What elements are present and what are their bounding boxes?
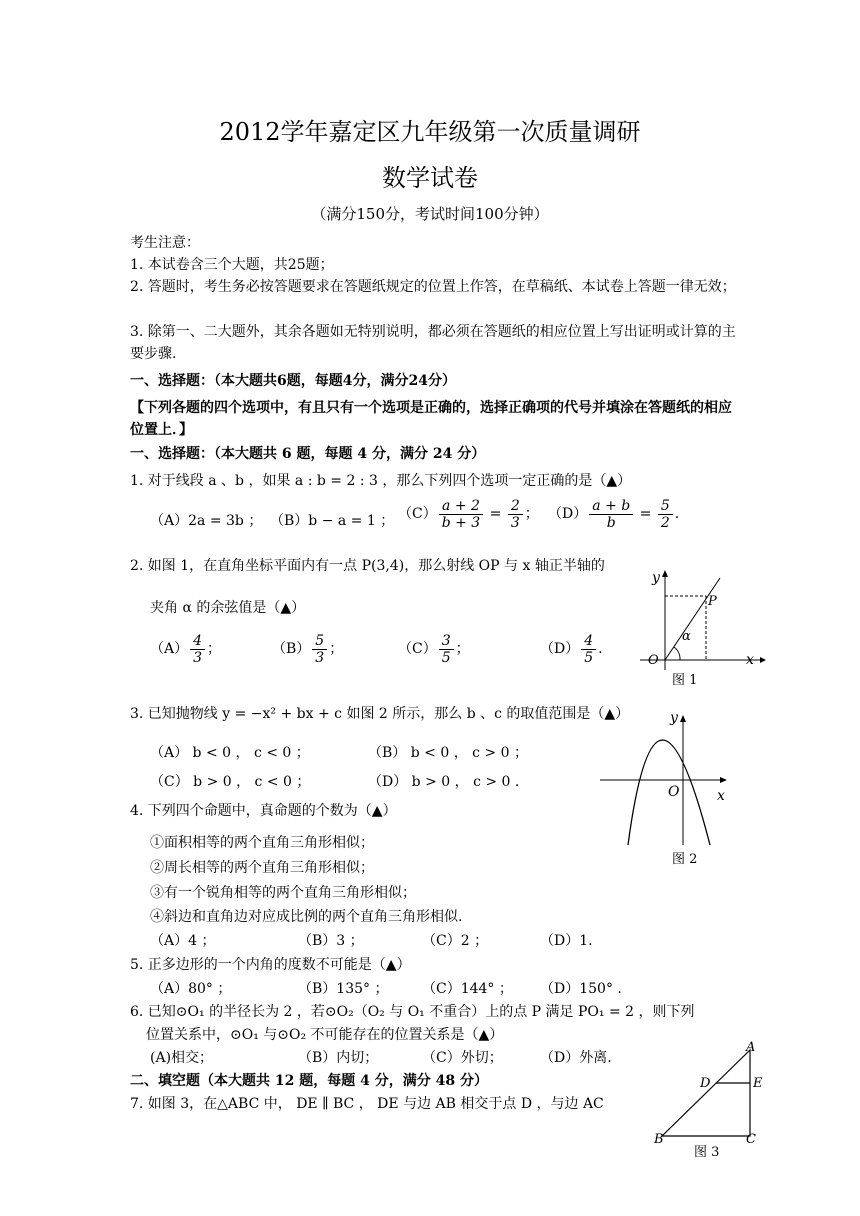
fig3-triangle-abc — [662, 1050, 750, 1136]
fig3-a-label: A — [746, 1040, 756, 1055]
q1-c-sep: ； — [524, 506, 539, 523]
fig3-e-label: E — [753, 1076, 763, 1091]
q2-d-frac — [581, 633, 596, 666]
q2-c-num: 3 — [439, 633, 454, 650]
fig1-angle-arc — [674, 647, 680, 660]
q6-option-c: （C）外切； — [422, 1050, 503, 1066]
fig2-o-label: O — [668, 784, 680, 800]
q6-option-d: （D）外离. — [540, 1050, 612, 1066]
fig2-caption: 图 2 — [672, 852, 698, 867]
q7-stem: 7. 如图 3，在△ABC 中， DE ∥ BC ， DE 与边 AB 相交于点 D ，与边 AC — [130, 1096, 604, 1112]
q1-d-numerator: a + b — [589, 498, 633, 515]
notice-heading: 考生注意： — [130, 235, 200, 251]
q5-option-a: （A）80° ； — [150, 981, 232, 997]
fig3-b-label: B — [654, 1132, 664, 1147]
page-title: 2012学年嘉定区九年级第一次质量调研 — [219, 118, 641, 146]
q1-c-fraction — [439, 498, 484, 531]
q1-c-rhs-den: 3 — [510, 515, 520, 532]
q1-option-a: （A）2a = 3b ； — [150, 513, 263, 529]
q4-stem: 4. 下列四个命题中，真命题的个数为（▲） — [130, 803, 397, 819]
q5-option-d: （D）150° . — [540, 981, 622, 997]
fig2-x-arrow — [720, 777, 727, 783]
fig1-caption: 图 1 — [672, 673, 698, 688]
q2-a-frac — [190, 633, 205, 666]
q1-d-rhs — [658, 498, 673, 531]
fig1-y-arrow — [662, 570, 668, 577]
q2-stem: 2. 如图 1，在直角坐标平面内有一点 P(3,4)，那么射线 OP 与 x 轴正半轴的 — [130, 558, 605, 574]
q6-option-a: (A)相交； — [150, 1050, 214, 1066]
q1-d-denominator: b — [606, 515, 616, 532]
q1-c-rhs-num: 2 — [508, 498, 523, 515]
q2-option-b: （B） $\frac{5}{3}$ ； — [272, 633, 344, 667]
fig1-p-label: P — [708, 594, 717, 609]
q1-stem: 1. 对于线段 a 、b ，如果 a : b = 2 : 3 ，那么下列四个选项一定正确的是（▲） — [130, 473, 632, 489]
q1-c-rhs — [508, 498, 523, 531]
q4-option-c: （C）2 ； — [422, 933, 489, 949]
fig2-x-label: x — [717, 788, 725, 804]
q1-c-numerator: a + 2 — [439, 498, 483, 515]
figure-2 — [590, 705, 740, 870]
q1-c-equals: = — [485, 506, 506, 523]
q3-stem: 3. 已知抛物线 y = −x² + bx + c 如图 2 所示，那么 b 、c 的取值范围是（▲） — [130, 706, 630, 722]
notice-item-1: 1. 本试卷含三个大题，共25题； — [130, 257, 334, 273]
section2-heading: 二、填空题（本大题共 12 题，每题 4 分，满分 48 分） — [130, 1073, 488, 1089]
q3-option-b: （B） b < 0 ， c > 0 ； — [368, 745, 528, 761]
q4-prop-4: ④斜边和直角边对应成比例的两个直角三角形相似. — [150, 909, 463, 925]
q1-d-equals: = — [635, 506, 656, 523]
q2-d-den: 5 — [584, 650, 594, 667]
fig1-y-label: y — [652, 570, 660, 586]
q6-option-b: （B）内切； — [298, 1050, 379, 1066]
q4-option-a: （A）4 ； — [150, 933, 216, 949]
q1-d-fraction — [589, 498, 633, 531]
q2-c-label: （C） — [398, 641, 437, 658]
q2-option-a: （A） $\frac{4}{3}$ ； — [150, 633, 222, 667]
q5-stem: 5. 正多边形的一个内角的度数不可能是（▲） — [130, 957, 411, 973]
q3-option-c: （C） b > 0 ， c < 0 ； — [150, 774, 311, 790]
exam-meta: （满分150分，考试时间100分钟） — [311, 205, 549, 223]
q3-option-a: （A） b < 0 ， c < 0 ； — [150, 745, 310, 761]
fig1-alpha-label: α — [682, 629, 691, 644]
fig1-x-arrow — [760, 657, 766, 663]
fig2-y-arrow — [680, 715, 686, 722]
q2-a-num: 4 — [190, 633, 205, 650]
q2-d-label: （D） — [540, 641, 580, 658]
figure-3 — [650, 1040, 780, 1160]
q2-b-num: 5 — [312, 633, 327, 650]
q2-stem-2: 夹角 α 的余弦值是（▲） — [150, 600, 306, 616]
q5-option-b: （B）135° ； — [298, 981, 389, 997]
q1-option-b: （B）b − a = 1 ； — [270, 513, 395, 529]
q4-prop-3: ③有一个锐角相等的两个直角三角形相似； — [150, 885, 416, 901]
fig3-c-label: C — [746, 1132, 756, 1147]
fig1-x-label: x — [746, 652, 754, 668]
q2-option-c: （C） $\frac{3}{5}$ ； — [398, 633, 470, 667]
section1-instruction: 【下列各题的四个选项中，有且只有一个选项是正确的，选择正确项的代号并填涂在答题纸的相应位置上．】 — [130, 400, 732, 439]
q1-d-period: . — [674, 506, 680, 523]
q4-option-b: （B）3 ； — [298, 933, 364, 949]
q2-a-den: 3 — [193, 650, 203, 667]
q2-b-label: （B） — [272, 641, 311, 658]
fig2-y-label: y — [670, 710, 678, 726]
q1-d-rhs-den: 2 — [660, 515, 670, 532]
q4-option-d: （D）1. — [540, 933, 593, 949]
q2-option-d: （D） $\frac{4}{5}$ . — [540, 633, 603, 667]
q4-prop-2: ②周长相等的两个直角三角形相似； — [150, 860, 374, 876]
fig3-caption: 图 3 — [694, 1145, 720, 1160]
section1-heading: 一、选择题：（本大题共6题，每题4分，满分24分） — [130, 373, 456, 389]
q1-option-c — [398, 498, 539, 531]
q2-c-den: 5 — [441, 650, 451, 667]
q4-prop-1: ①面积相等的两个直角三角形相似； — [150, 835, 374, 851]
q2-b-frac — [312, 633, 327, 666]
fig3-d-label: D — [700, 1076, 711, 1091]
q6-stem-2: 位置关系中，⊙O₁ 与⊙O₂ 不可能存在的位置关系是（▲） — [146, 1027, 504, 1043]
q1-c-denominator: b + 3 — [441, 515, 481, 532]
q1-option-d-label: （D） — [548, 506, 588, 523]
section1-heading-repeat: 一、选择题：（本大题共 6 题，每题 4 分，满分 24 分） — [130, 446, 486, 462]
q2-d-num: 4 — [581, 633, 596, 650]
q6-stem: 6. 已知⊙O₁ 的半径长为 2 ，若⊙O₂（O₂ 与 O₁ 不重合）上的点 P 满足 PO₁ = 2 ，则下列 — [130, 1004, 695, 1020]
q2-b-den: 3 — [315, 650, 325, 667]
q1-option-c-label: （C） — [398, 506, 437, 523]
q1-d-rhs-num: 5 — [658, 498, 673, 515]
page-subtitle: 数学试卷 — [382, 164, 478, 192]
notice-item-3: 3. 除第一、二大题外，其余各题如无特别说明，都必须在答题纸的相应位置上写出证明或计算的主要步骤. — [130, 324, 736, 363]
q2-c-frac — [439, 633, 454, 666]
notice-item-2: 2. 答题时，考生务必按答题要求在答题纸规定的位置上作答，在草稿纸、本试卷上答题一律无效； — [130, 279, 736, 295]
q1-option-d — [548, 498, 679, 531]
fig1-ray-op — [665, 578, 720, 660]
q5-option-c: （C）144° ； — [422, 981, 513, 997]
fig1-o-label: O — [648, 653, 659, 668]
figure-1 — [620, 560, 770, 690]
q2-a-label: （A） — [150, 641, 189, 658]
q3-option-d: （D） b > 0 ， c > 0 . — [368, 774, 520, 790]
